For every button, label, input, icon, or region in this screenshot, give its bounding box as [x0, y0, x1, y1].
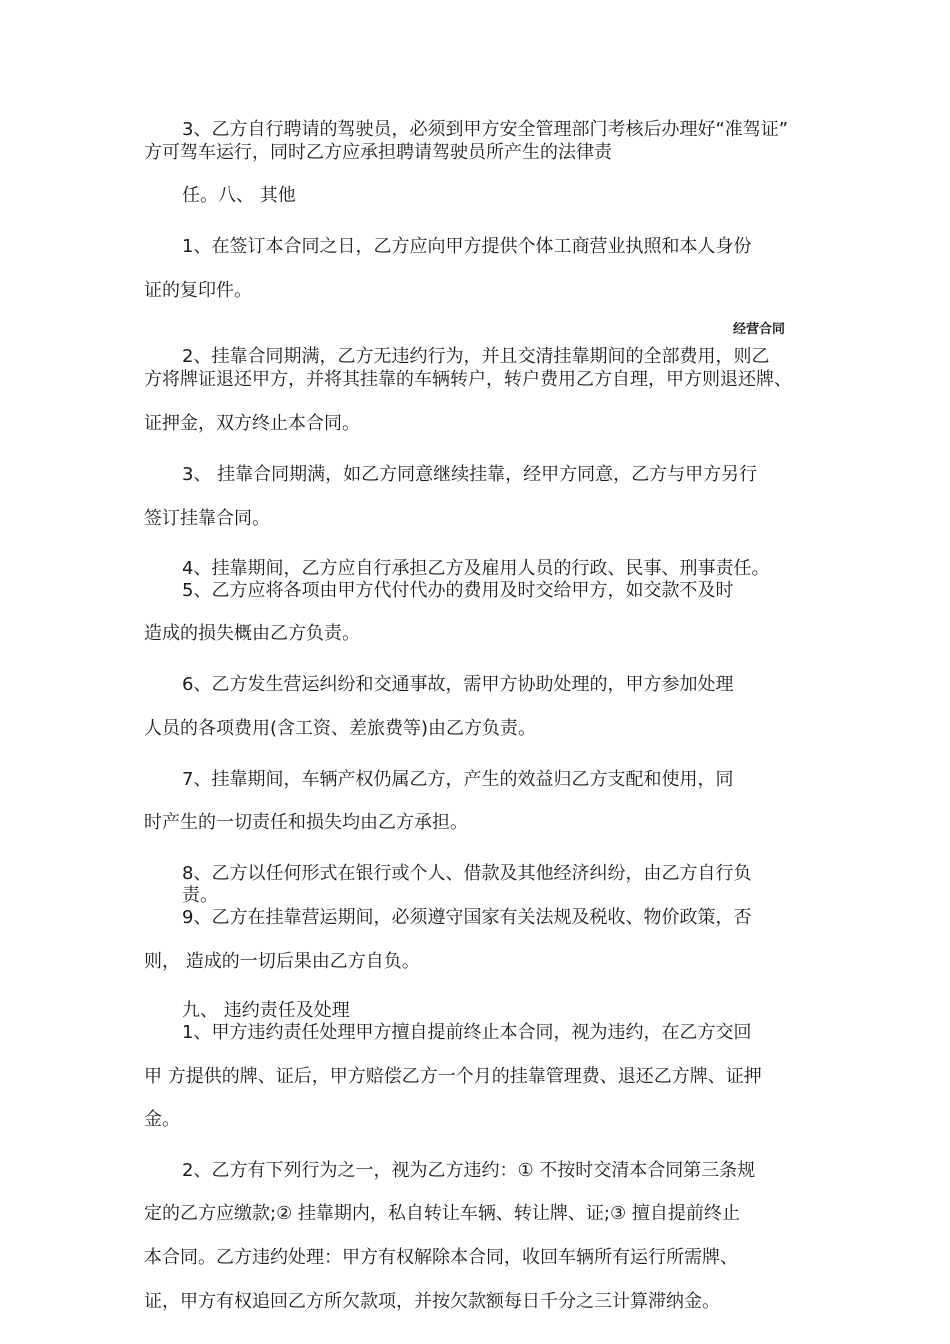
paragraph-line: 3、乙方自行聘请的驾驶员，必须到甲方安全管理部门考核后办理好“准驾证” [182, 119, 789, 140]
paragraph-line: 6、乙方发生营运纠纷和交通事故，需甲方协助处理的，甲方参加处理 [182, 674, 734, 695]
paragraph-line: 人员的各项费用(含工资、差旅费等)由乙方负责。 [144, 718, 537, 739]
paragraph-line: 3、 挂靠合同期满，如乙方同意继续挂靠，经甲方同意，乙方与甲方另行 [182, 464, 758, 485]
section-heading: 九、 违约责任及处理 [182, 1000, 350, 1021]
paragraph-line: 时产生的一切责任和损失均由乙方承担。 [144, 812, 468, 833]
paragraph-line: 造成的损失概由乙方负责。 [144, 623, 360, 644]
paragraph-line: 证押金，双方终止本合同。 [144, 413, 360, 434]
paragraph-line: 金。 [144, 1109, 180, 1130]
paragraph-line: 1、甲方违约责任处理甲方擅自提前终止本合同，视为违约，在乙方交回 [182, 1022, 752, 1043]
paragraph-line: 1、在签订本合同之日，乙方应向甲方提供个体工商营业执照和本人身份 [182, 236, 752, 257]
paragraph-line: 本合同。乙方违约处理：甲方有权解除本合同，收回车辆所有运行所需牌、 [144, 1247, 738, 1268]
paragraph-line: 甲 方提供的牌、证后，甲方赔偿乙方一个月的挂靠管理费、退还乙方牌、证押 [144, 1066, 762, 1087]
paragraph-line: 则， 造成的一切后果由乙方自负。 [144, 951, 420, 972]
paragraph-line: 5、乙方应将各项由甲方代付代办的费用及时交给甲方，如交款不及时 [182, 580, 734, 601]
paragraph-line: 9、乙方在挂靠营运期间，必须遵守国家有关法规及税收、物价政策，否 [182, 907, 752, 928]
paragraph-line: 7、挂靠期间，车辆产权仍属乙方，产生的效益归乙方支配和使用，同 [182, 769, 734, 790]
paragraph-line: 证的复印件。 [144, 280, 252, 301]
paragraph-line: 方将牌证退还甲方，并将其挂靠的车辆转户，转户费用乙方自理，甲方则退还牌、 [144, 369, 792, 390]
paragraph-line: 定的乙方应缴款;② 挂靠期内，私自转让车辆、转让牌、证;③ 擅自提前终止 [144, 1203, 740, 1224]
page-header-label: 经营合同 [733, 322, 786, 337]
paragraph-line: 责。 [182, 885, 218, 906]
paragraph-line: 任。八、 其他 [182, 185, 296, 206]
paragraph-line: 2、挂靠合同期满，乙方无违约行为，并且交清挂靠期间的全部费用，则乙 [182, 346, 770, 367]
paragraph-line: 证，甲方有权追回乙方所欠款项，并按欠款额每日千分之三计算滞纳金。 [144, 1291, 720, 1312]
paragraph-line: 签订挂靠合同。 [144, 508, 270, 529]
paragraph-line: 8、乙方以任何形式在银行或个人、借款及其他经济纠纷，由乙方自行负 [182, 863, 752, 884]
paragraph-line: 2、乙方有下列行为之一，视为乙方违约：① 不按时交清本合同第三条规 [182, 1160, 756, 1181]
paragraph-line: 4、挂靠期间，乙方应自行承担乙方及雇用人员的行政、民事、刑事责任。 [182, 558, 770, 579]
paragraph-line: 方可驾车运行，同时乙方应承担聘请驾驶员所产生的法律责 [144, 142, 612, 163]
